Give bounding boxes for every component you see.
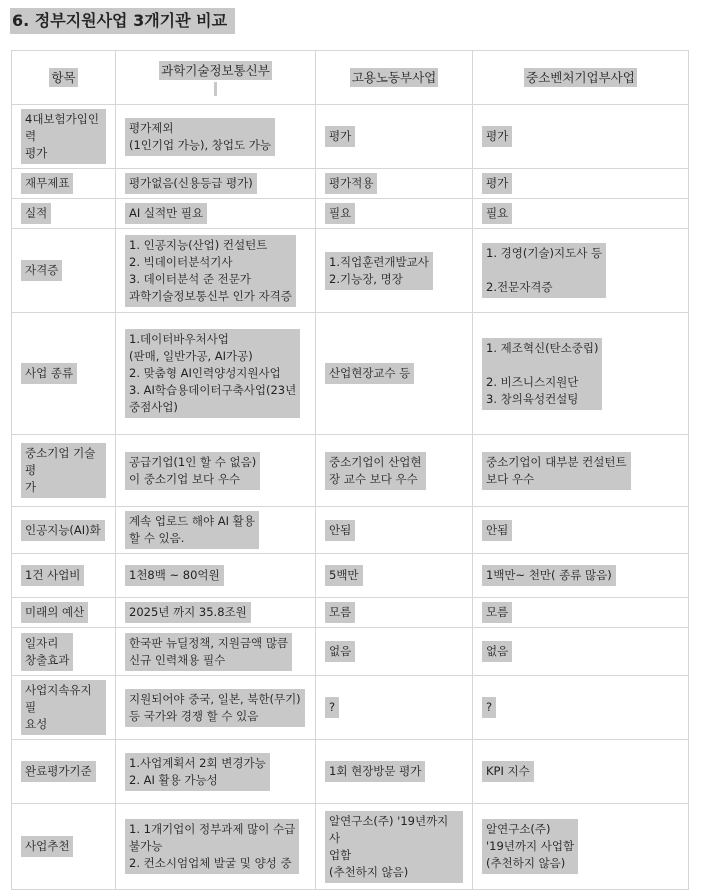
value-cell [473,804,689,890]
cell-text: 안됨 [482,520,512,541]
value-cell [316,598,473,628]
row-label: 4대보험가입인력 평가 [21,109,106,164]
value-cell [116,435,316,507]
cell-text: 평가 [482,126,512,147]
row-label: 자격증 [21,260,62,281]
row-label: 실적 [21,203,51,224]
value-cell [116,105,316,169]
value-cell [316,740,473,804]
cell-text: 2025년 까지 35.8조원 [125,602,251,623]
header-labor: 고용노동부사업 [316,51,473,105]
row-label: 사업추천 [21,836,73,857]
cell-text: 중소기업이 대부분 컨설턴트 보다 우수 [482,452,631,490]
cell-text: 1.직업훈련개발교사 2.기능장, 명장 [325,252,433,290]
cell-text: 중소기업이 산업현 장 교수 보다 우수 [325,452,426,490]
cell-text: AI 실적만 필요 [125,203,207,224]
value-cell [316,435,473,507]
row-label-cell [12,740,116,804]
cell-text: 공급기업(1인 할 수 없음) 이 중소기업 보다 우수 [125,452,260,490]
row-label: 미래의 예산 [21,602,88,623]
value-cell [473,598,689,628]
cell-text: 1. 제조혁신(탄소중립) 2. 비즈니스지원단 3. 창의육성컨설팅 [482,338,602,410]
cell-text: 없음 [482,641,512,662]
value-cell [316,507,473,554]
value-cell [116,169,316,199]
cell-text: 1. 경영(기술)지도사 등 2.전문자격증 [482,243,606,298]
cell-text: 1백만~ 천만( 종류 많음) [482,565,616,586]
row-label: 일자리 창출효과 [21,633,73,671]
value-cell [316,554,473,598]
row-label-cell [12,199,116,229]
row-label-cell [12,676,116,740]
value-cell [116,676,316,740]
header-sme: 중소벤처기업부사업 [473,51,689,105]
cell-text: 1. 1개기업이 정부과제 많이 수급 불가능 2. 컨소시엄업체 발굴 및 양성 중 [125,819,299,874]
value-cell [316,169,473,199]
cell-text: 1.사업계획서 2회 변경가능 2. AI 활용 가능성 [125,753,270,791]
row-label-cell [12,628,116,676]
value-cell [473,313,689,435]
page-title: 6. 정부지원사업 3개기관 비교 [10,8,235,34]
row-label: 재무제표 [21,173,73,194]
value-cell [316,313,473,435]
cell-text: 모름 [325,602,355,623]
value-cell [116,740,316,804]
table-row [12,598,689,628]
value-cell [116,507,316,554]
value-cell [116,199,316,229]
table-row [12,199,689,229]
table-row [12,676,689,740]
value-cell [116,229,316,313]
row-label: 사업 종류 [21,363,77,384]
cell-text: 평가 [325,126,355,147]
value-cell [316,199,473,229]
cell-text: 필요 [482,203,512,224]
value-cell [116,313,316,435]
table-row [12,628,689,676]
value-cell [473,169,689,199]
header-item: 항목 [12,51,116,105]
table-row [12,804,689,890]
value-cell [473,199,689,229]
row-label-cell [12,598,116,628]
table-row [12,105,689,169]
cell-text: 평가제외 (1인기업 가능), 창업도 가능 [125,118,275,156]
table-row [12,554,689,598]
value-cell [116,554,316,598]
cell-text: 1.데이터바우처사업 (판매, 일반가공, AI가공) 2. 맞춤형 AI인력양성지원사업 3. AI학습용데이터구축사업(23년 중점사업) [125,329,300,418]
cell-text: 없음 [325,641,355,662]
row-label-cell [12,554,116,598]
cell-text: 산업현장교수 등 [325,363,414,384]
row-label-cell [12,169,116,199]
row-label-cell [12,105,116,169]
value-cell [473,676,689,740]
value-cell [316,229,473,313]
row-label-cell [12,435,116,507]
cell-text: 계속 업로드 해야 AI 활용 할 수 있음. [125,511,259,549]
cell-text: 5백만 [325,565,363,586]
cell-text: 필요 [325,203,355,224]
cell-text: 1. 인공지능(산업) 컨설턴트 2. 빅데이터분석기사 3. 데이터분석 준 전문가 과학기술정보통신부 인가 자격증 [125,235,296,307]
value-cell [316,676,473,740]
cell-text: 평가없음(신용등급 평가) [125,173,257,194]
table-row [12,169,689,199]
cell-text: 1회 현장방문 평가 [325,761,425,782]
row-label-cell [12,313,116,435]
cell-text: 1천8백 ~ 80억원 [125,565,224,586]
table-row [12,435,689,507]
table-row [12,740,689,804]
row-label: 중소기업 기술평 가 [21,443,106,498]
value-cell [116,804,316,890]
value-cell [116,628,316,676]
row-label: 1건 사업비 [21,565,84,586]
cell-text: ? [325,697,339,718]
value-cell [316,105,473,169]
value-cell [316,804,473,890]
row-label-cell [12,804,116,890]
cell-text: 안됨 [325,520,355,541]
header-msit: 과학기술정보통신부 [116,51,316,105]
row-label: 인공지능(AI)화 [21,520,105,541]
value-cell [316,628,473,676]
cell-text: KPI 지수 [482,761,534,782]
value-cell [116,598,316,628]
cell-text: 지원되어야 중국, 일본, 북한(무기) 등 국가와 경쟁 할 수 있음 [125,689,305,727]
value-cell [473,105,689,169]
value-cell [473,229,689,313]
cell-text: 모름 [482,602,512,623]
cell-text: 평가 [482,173,512,194]
comparison-table [11,50,689,890]
value-cell [473,507,689,554]
value-cell [473,554,689,598]
table-row [12,313,689,435]
row-label-cell [12,507,116,554]
value-cell [473,628,689,676]
row-label-cell [12,229,116,313]
cell-text: 평가적용 [325,173,377,194]
cell-text: 한국판 뉴딜정책, 지원금액 많큼 신규 인력채용 필수 [125,633,292,671]
cell-text: 알연구소(주) '19년까지 사 업함 (추천하지 않음) [325,811,463,883]
table-row [12,229,689,313]
table-row [12,507,689,554]
row-label: 사업지속유지필 요성 [21,680,106,735]
value-cell [473,435,689,507]
row-label: 완료평가기준 [21,761,96,782]
cell-text: 알연구소(주) '19년까지 사업함 (추천하지 않음) [482,819,578,874]
cell-text: ? [482,697,496,718]
value-cell [473,740,689,804]
